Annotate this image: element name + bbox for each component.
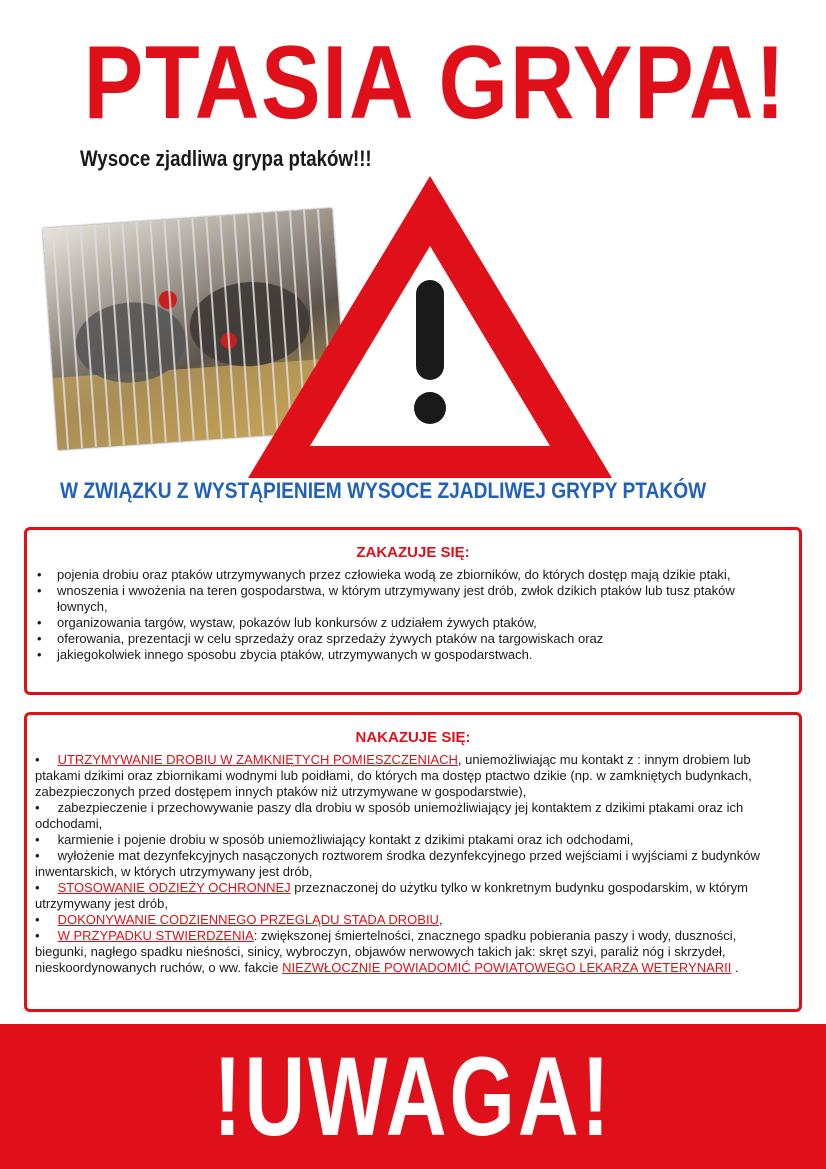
poster-title: PTASIA GRYPA!: [83, 25, 787, 141]
list-item: • zabezpieczenie i przechowywanie paszy dla drobiu w sposób uniemożliwiający jej kontaktem z dzikimi ptakami oraz ich odchodami,: [35, 800, 744, 831]
section-heading: W ZWIĄZKU Z WYSTĄPIENIEM WYSOCE ZJADLIWEJ GRYPY PTAKÓW: [60, 478, 707, 503]
list-item: • oferowania, prezentacji w celu sprzedaży oraz sprzedaży żywych ptaków na targowiskach oraz: [37, 631, 604, 646]
list-item: • karmienie i pojenie drobiu w sposób uniemożliwiający kontakt z dzikimi ptakami oraz ich odchodami,: [35, 832, 634, 847]
list-item: • jakiegokolwiek innego sposobu zbycia ptaków, utrzymywanych w gospodarstwach.: [37, 647, 533, 662]
orders-title: NAKAZUJE SIĘ:: [355, 729, 471, 746]
list-item: • STOSOWANIE ODZIEŻY OCHRONNEJ przeznaczonej do użytku tylko w konkretnym budynku gospodarskim, w którym utrzymywany jest drób,: [35, 880, 748, 911]
poster-subtitle: Wysoce zjadliwa grypa ptaków!!!: [80, 146, 372, 171]
bottom-warning-text: !UWAGA!: [213, 1034, 613, 1159]
list-item: • DOKONYWANIE CODZIENNEGO PRZEGLĄDU STADA DROBIU,: [35, 912, 443, 927]
orders-box: [24, 712, 802, 1012]
prohibitions-title: ZAKAZUJE SIĘ:: [356, 544, 470, 561]
list-item: • wyłożenie mat dezynfekcyjnych nasączonych roztworem środka dezynfekcyjnego przed wejściami i wyjściami z budynków inwentarskich, w których utrzymywany jest drób,: [35, 848, 760, 879]
list-item: • pojenia drobiu oraz ptaków utrzymywanych przez człowieka wodą ze zbiorników, do których dostęp mają dzikie ptaki,: [37, 567, 731, 582]
warning-triangle-icon: [240, 168, 620, 486]
list-item: • UTRZYMYWANIE DROBIU W ZAMKNIĘTYCH POMIESZCZENIACH, uniemożliwiając mu kontakt z : innym drobiem lub ptakami dzikimi oraz zbiornikami wodnymi lub poidłami, do których ma dostęp ptactwo dzikie (np. w zamkniętych budynkach, zabezpieczonych przed dostępem innych ptaków niż utrzymywane w gospodarstwie),: [35, 752, 752, 799]
orders-list: [27, 752, 799, 976]
list-item: • wnoszenia i wwożenia na teren gospodarstwa, w którym utrzymywany jest drób, zwłok dzikich ptaków lub tusz ptaków łownych,: [37, 583, 735, 614]
prohibitions-box: [24, 527, 802, 695]
list-item: • organizowania targów, wystaw, pokazów lub konkursów z udziałem żywych ptaków,: [37, 615, 537, 630]
list-item: • W PRZYPADKU STWIERDZENIA: zwiększonej śmiertelności, znacznego spadku pobierania paszy i wody, duszności, biegunki, nagłego spadku nieśności, sinicy, wybroczyn, objawów nerwowych takich jak: skręt szyi, paraliż nóg i skrzydeł, nieskoordynowanych ruchów, o ww. fakcie NIEZWŁOCZNIE POWIADOMIĆ POWIATOWEGO LEKARZA WETERYNARII .: [35, 928, 739, 975]
prohibitions-list: [27, 567, 799, 663]
